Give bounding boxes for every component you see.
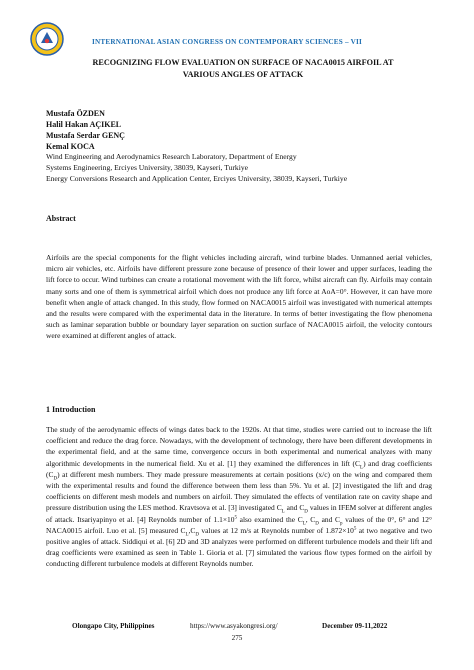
affiliations bbox=[46, 151, 446, 184]
page-number: 275 bbox=[231, 634, 243, 642]
abstract-heading: Abstract bbox=[46, 214, 76, 223]
footer-url[interactable]: https://www.asyakongresi.org/ bbox=[190, 622, 278, 630]
author: Mustafa Serdar GENÇ bbox=[46, 131, 125, 140]
congress-name: INTERNATIONAL ASIAN CONGRESS ON CONTEMPORARY SCIENCES – VII bbox=[92, 38, 363, 46]
title-line-2: VARIOUS ANGLES OF ATTACK bbox=[182, 69, 304, 79]
affiliation-line: Systems Engineering, Erciyes University, 38039, Kayseri, Turkiye bbox=[46, 163, 248, 172]
congress-logo bbox=[30, 22, 64, 56]
footer-location: Olongapo City, Philippines bbox=[72, 622, 155, 630]
author: Mustafa ÖZDEN bbox=[46, 109, 105, 118]
author-list bbox=[46, 108, 125, 152]
author: Kemal KOCA bbox=[46, 142, 95, 151]
affiliation-line: Wind Engineering and Aerodynamics Research Laboratory, Department of Energy bbox=[46, 152, 297, 161]
abstract-text: Airfoils are the special components for the flight vehicles including aircraft, wind turbine blades. Unmanned aerial vehicles, micro air vehicles, etc. Airfoils have different pressure zone because of presence of their lower and upper surfaces, leading the lift force to occur. Wind turbines can create a rotational movement with the lift force, whilst aircraft can fly. Airfoils may contain many sorts and one of them is symmetrical airfoil which does not produce any lift force at AoA=0°. However, it can have more benefit when angle of attack changed. In this study, flow formed on NACA0015 airfoil was investigated with numerical attempts and the results were compared with the experimental data in the literature. In terms of better investigating the flow phenomena such as laminar separation bubble or boundary layer separation on suction surface of NACA0015 airfoil, the velocity contours were examined at different angles of attack. bbox=[46, 253, 432, 341]
introduction-heading: 1 Introduction bbox=[46, 405, 96, 414]
affiliation-line: Energy Conversions Research and Application Center, Erciyes University, 38039, Kayseri, Turkiye bbox=[46, 174, 348, 183]
introduction-text: The study of the aerodynamic effects of wings dates back to the 1920s. At that time, studies were carried out to increase the lift coefficient and reduce the drag force. Nowadays, with the development of technology, there have been different developments in the experimental field, and at the same time, convergence occurs in both experimental and numerical analyzes with many algorithmic developments in the numerical field. Xu et al. [1] they examined the differences in lift $(C_L)$ and drag coefficients $(C_D)$ at different mesh numbers. They made pressure measurements at certain positions (x/c) on the wing and compared them with the experimental results and found the difference between them less than 5%. Yu et al. [2] investigated the lift and drag coefficients on different mesh models and numbers on airfoil. They simulated the effects of ventilation rate on cavity shape and pressure distribution using the LES method. Kravtsova et al. [3] investigated $C_L$ and $C_D$ values in IFEM solver at different angles of attack. Itsariyapinyo et al. [4] Reynolds number of $1.1\times 10^5$ also examined the $C_L$, $C_D$ and $C_p$ values of the 0°, 6° and 12° NACA0015 airfoil. Luo et al. [5] measured $C_L,C_D$ values at 12 m/s at Reynolds number of $1.872\times 10^5$ at two negative and two positive angles of attack. Siddiqui et al. [6] 2D and 3D analyzes were performed on different turbulence models and their lift and drag coefficients were examined as seen in Table 1. Gioria et al. [7] simulated the various flow types formed on the airfoil by conducting different turbulence models at different Reynolds number. bbox=[46, 425, 432, 569]
author: Halil Hakan AÇIKEL bbox=[46, 120, 122, 129]
title-line-1: RECOGNIZING FLOW EVALUATION ON SURFACE OF NACA0015 AIRFOIL AT bbox=[92, 58, 394, 67]
footer-date: December 09-11,2022 bbox=[322, 622, 388, 630]
paper-title bbox=[46, 57, 440, 80]
